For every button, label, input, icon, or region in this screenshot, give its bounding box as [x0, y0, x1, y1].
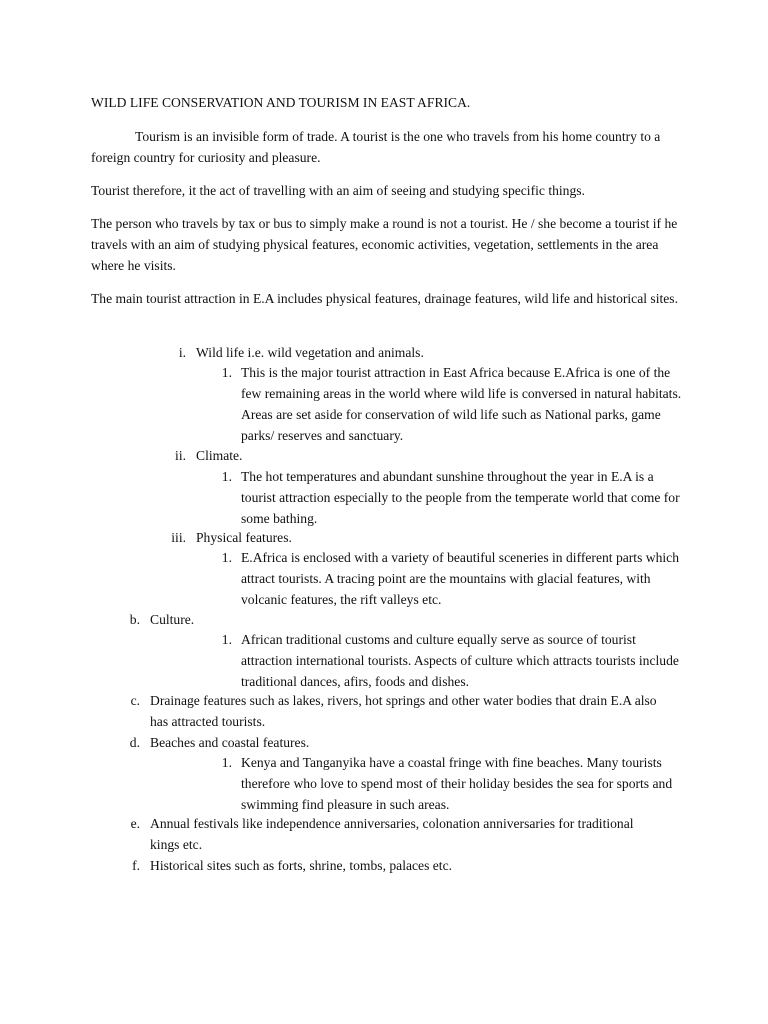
sub-list-marker: 1.	[221, 755, 232, 770]
list-item-text: Wild life i.e. wild vegetation and animals.	[196, 345, 424, 360]
sub-list-text: Kenya and Tanganyika have a coastal fringe with fine beaches. Many tourists therefore who love to spend most of their holiday besides the sea for sports and swimming find pleasure in such areas.	[241, 755, 673, 812]
list-marker: c.	[130, 693, 140, 708]
sub-list-marker: 1.	[221, 632, 232, 647]
document-title: WILD LIFE CONSERVATION AND TOURISM IN EAST AFRICA.	[91, 95, 471, 110]
list-marker: iii.	[171, 530, 186, 545]
list-item-text: Annual festivals like independence anniversaries, colonation anniversaries for traditional kings etc.	[150, 816, 634, 852]
list-marker: e.	[130, 816, 140, 831]
list-item-text: Culture.	[150, 612, 195, 627]
list-marker: f.	[132, 858, 140, 873]
sub-list-text: E.Africa is enclosed with a variety of beautiful sceneries in different parts which attract tourists. A tracing point are the mountains with glacial features, with volcanic features, the rift valleys etc.	[241, 550, 679, 607]
paragraph-main-attraction: The main tourist attraction in E.A includes physical features, drainage features, wild life and historical sites.	[91, 291, 678, 306]
list-item-text: Historical sites such as forts, shrine, tombs, palaces etc.	[150, 858, 453, 873]
paragraph-tourist-therefore: Tourist therefore, it the act of travelling with an aim of seeing and studying specific things.	[91, 183, 585, 198]
list-marker: ii.	[175, 448, 186, 463]
list-marker: b.	[129, 612, 140, 627]
sub-list-marker: 1.	[221, 550, 232, 565]
list-item-text: Climate.	[196, 448, 243, 463]
list-marker: d.	[129, 735, 140, 750]
list-item-text: Physical features.	[196, 530, 292, 545]
list-marker: i.	[178, 345, 186, 360]
list-item-text: Drainage features such as lakes, rivers, hot springs and other water bodies that drain E.A also has attracted tourists.	[150, 693, 657, 729]
sub-list-marker: 1.	[221, 365, 232, 380]
sub-list-text: African traditional customs and culture equally serve as source of tourist attraction international tourists. Aspects of culture which attracts tourists include traditional dances, afirs, foods and dishes.	[241, 632, 679, 689]
paragraph-tourism-definition: Tourism is an invisible form of trade. A tourist is the one who travels from his home country to a foreign country for curiosity and pleasure.	[91, 129, 661, 165]
sub-list-text: The hot temperatures and abundant sunshine throughout the year in E.A is a tourist attraction especially to the people from the temperate world that come for some bathing.	[241, 469, 680, 526]
paragraph-not-a-tourist: The person who travels by tax or bus to simply make a round is not a tourist. He / she become a tourist if he travels with an aim of studying physical features, economic activities, vegetation, settlements in the area where he visits.	[91, 216, 678, 273]
sub-list-text: This is the major tourist attraction in East Africa because E.Africa is one of the few remaining areas in the world where wild life is conversed in natural habitats. Areas are set aside for conservation of wild life such as National parks, game parks/ reserves and sanctuary.	[241, 365, 682, 443]
sub-list-marker: 1.	[221, 469, 232, 484]
list-item-text: Beaches and coastal features.	[150, 735, 310, 750]
